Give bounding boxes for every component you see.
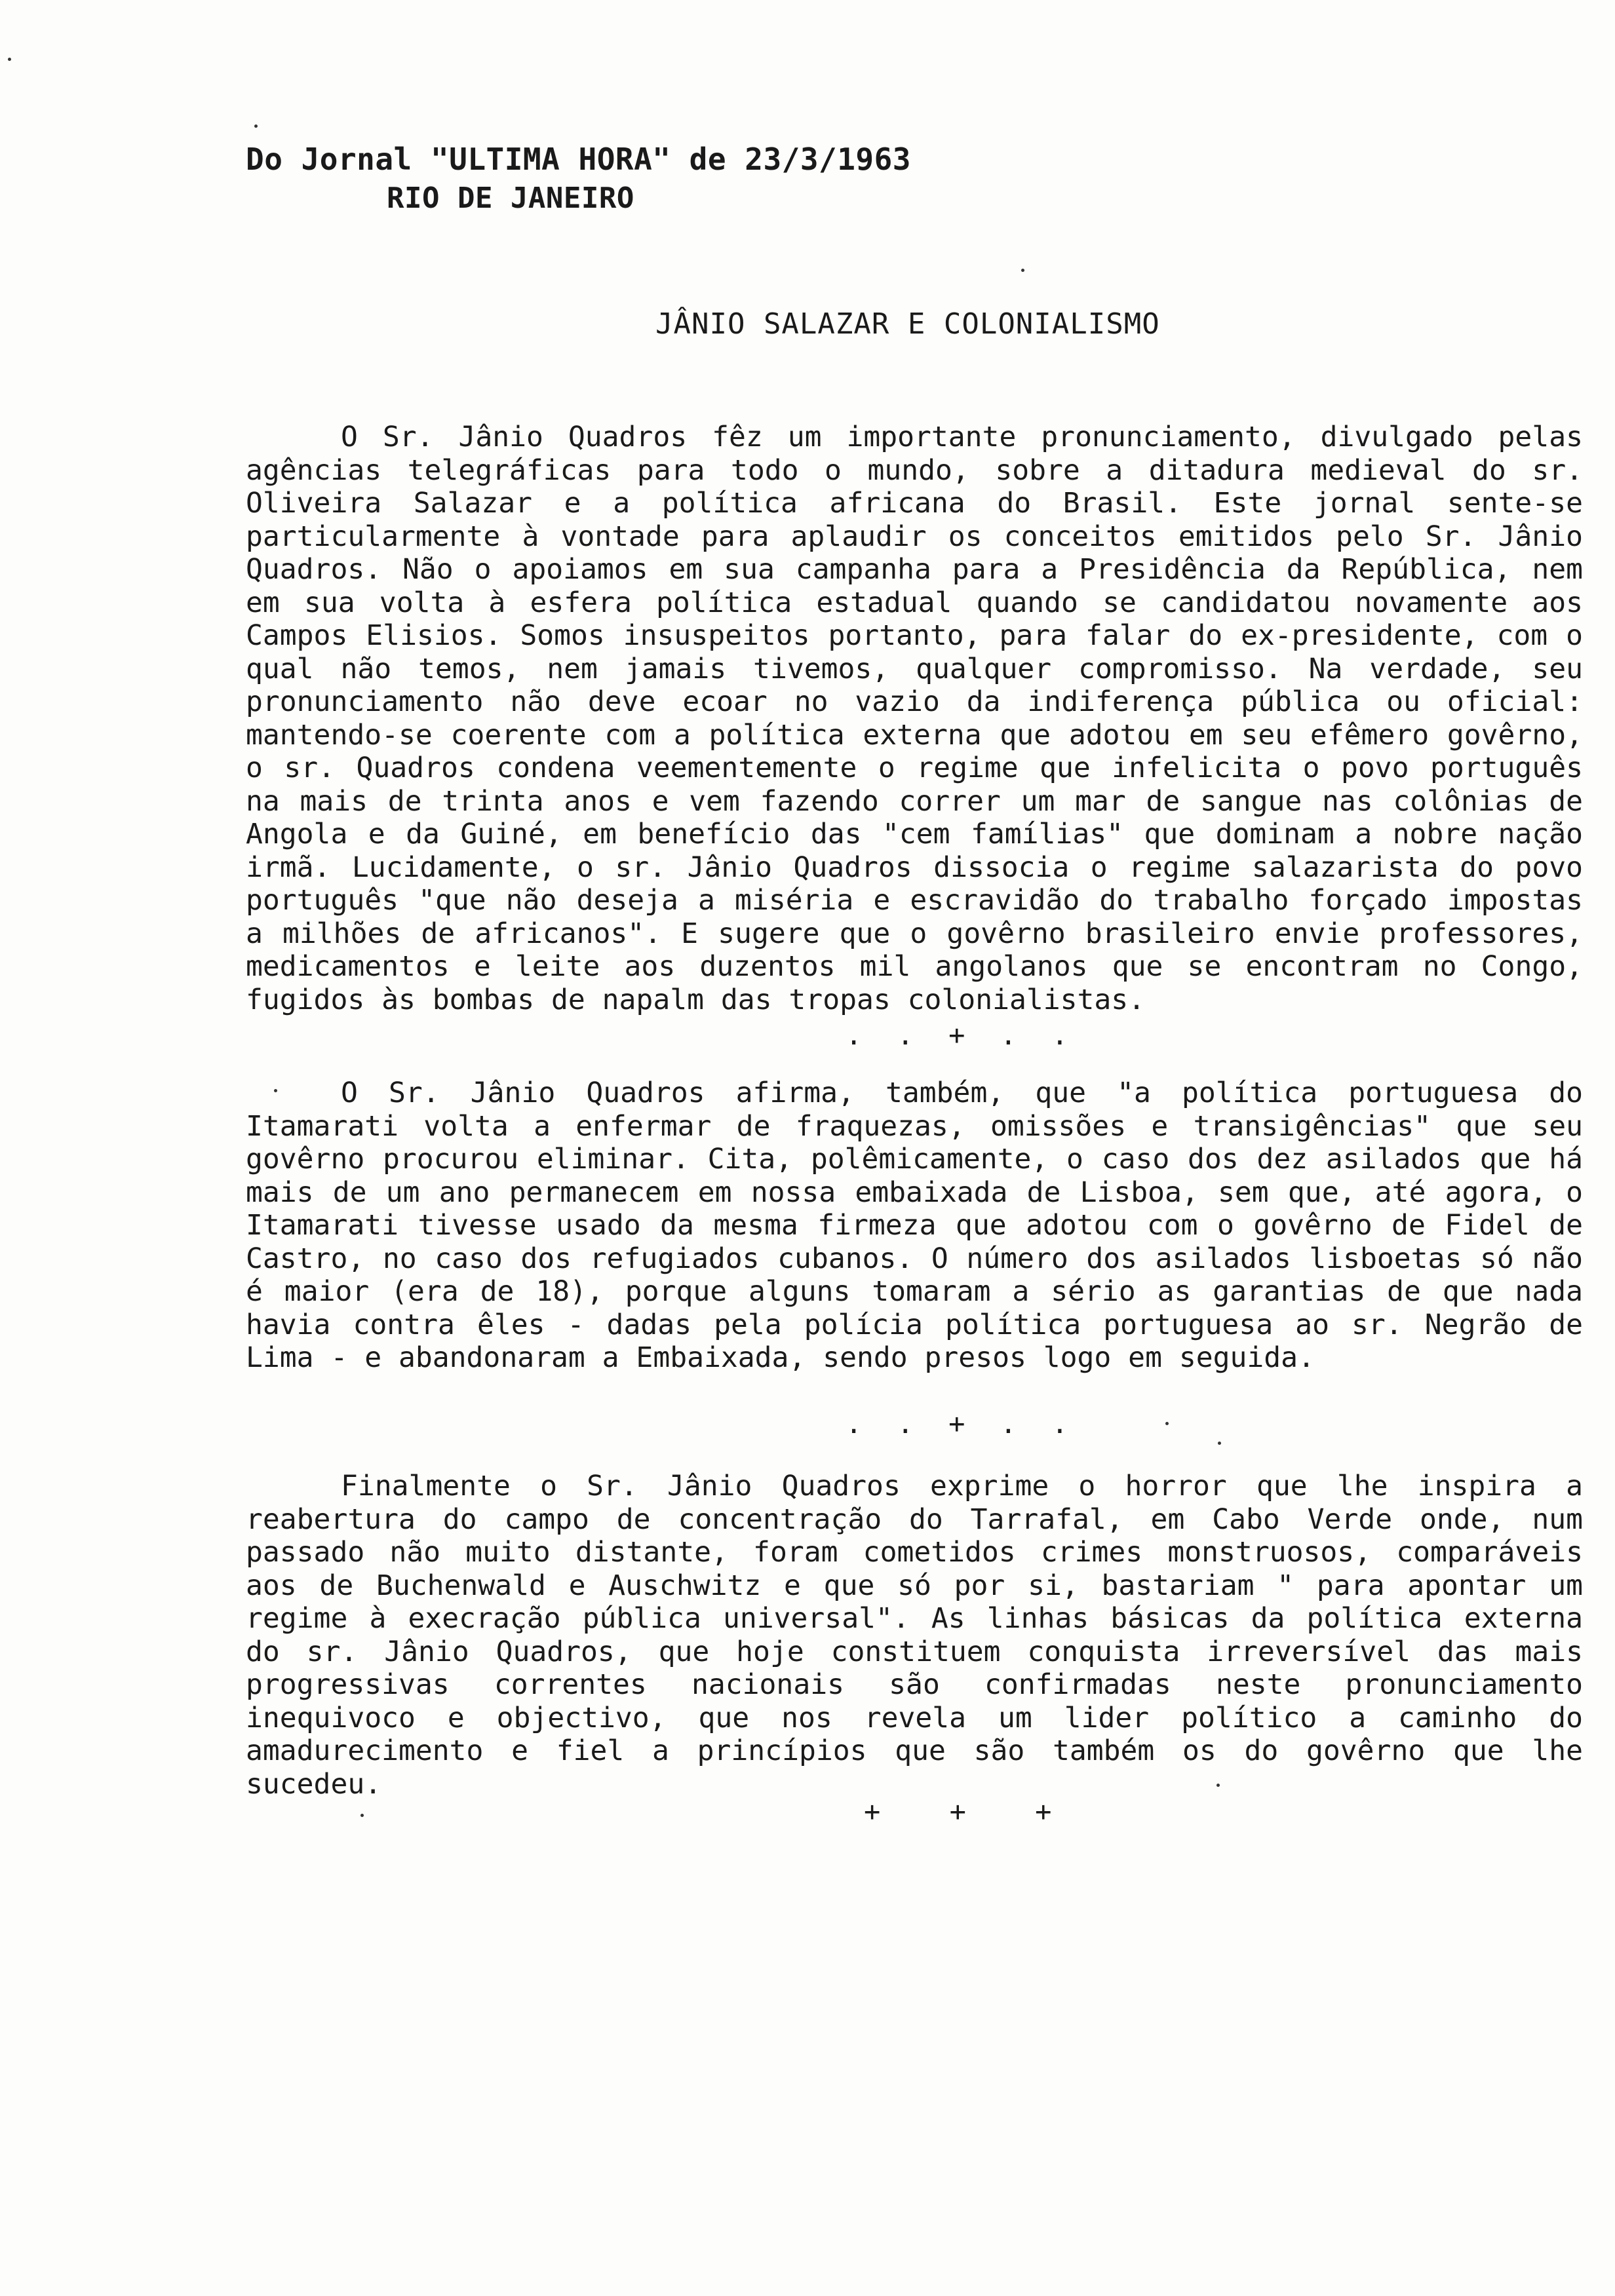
scan-speck	[1021, 269, 1024, 272]
newspaper-source-line: Do Jornal "ULTIMA HORA" de 23/3/1963	[246, 142, 911, 177]
section-separator-1: . . + . .	[846, 1019, 1078, 1051]
article-paragraph-3: Finalmente o Sr. Jânio Quadros exprime o horror que lhe inspira a reabertura do campo de concentração do Tarrafal, em Cabo Verde onde, num passado não muito distante, foram cometidos crimes monstruosos, comparáveis aos de Buchenwald e Auschwitz e que só por si, bastariam " para apontar um regime à execração pública universal". As linhas básicas da política externa do sr. Jânio Quadros, que hoje constituem conquista irreversível das mais progressivas correntes nacionais são confirmadas neste pronunciamento inequivoco e objectivo, que nos revela um lider político a caminho do amadurecimento e fiel a princípios que são também os do govêrno que lhe sucedeu.	[246, 1470, 1583, 1801]
article-paragraph-2: O Sr. Jânio Quadros afirma, também, que "a política portuguesa do Itamarati volta a enfermar de fraquezas, omissões e transigências" que seu govêrno procurou eliminar. Cita, polêmicamente, o caso dos dez asilados que há mais de um ano permanecem em nossa embaixada de Lisboa, sem que, até agora, o Itamarati tivesse usado da mesma firmeza que adotou com o govêrno de Fidel de Castro, no caso dos refugiados cubanos. O número dos asilados lisboetas só não é maior (era de 18), porque alguns tomaram a sério as garantias de que nada havia contra êles - dadas pela polícia política portuguesa ao sr. Negrão de Lima - e abandonaram a Embaixada, sendo presos logo em seguida.	[246, 1077, 1583, 1374]
city-line: RIO DE JANEIRO	[387, 182, 634, 215]
scan-speck	[1165, 1422, 1169, 1425]
scan-speck	[1218, 1442, 1221, 1445]
scan-speck	[360, 1814, 364, 1817]
section-separator-2: . . + . .	[846, 1407, 1078, 1440]
scan-speck	[274, 1089, 277, 1092]
article-title: JÂNIO SALAZAR E COLONIALISMO	[655, 307, 1160, 341]
scan-speck	[1216, 1784, 1220, 1787]
end-separator: + + +	[864, 1795, 1078, 1827]
article-paragraph-1: O Sr. Jânio Quadros fêz um importante pronunciamento, divulgado pelas agências telegráficas para todo o mundo, sobre a ditadura medieval do sr. Oliveira Salazar e a política africana do Brasil. Este jornal sente-se particularmente à vontade para aplaudir os conceitos emitidos pelo Sr. Jânio Quadros. Não o apoiamos em sua campanha para a Presidência da República, nem em sua volta à esfera política estadual quando se candidatou novamente aos Campos Elisios. Somos insuspeitos portanto, para falar do ex-presidente, com o qual não temos, nem jamais tivemos, qualquer compromisso. Na verdade, seu pronunciamento não deve ecoar no vazio da indiferença pública ou oficial: mantendo-se coerente com a política externa que adotou em seu efêmero govêrno, o sr. Quadros condena veementemente o regime que infelicita o povo português na mais de trinta anos e vem fazendo correr um mar de sangue nas colônias de Angola e da Guiné, em benefício das "cem famílias" que dominam a nobre nação irmã. Lucidamente, o sr. Jânio Quadros dissocia o regime salazarista do povo português "que não deseja a miséria e escravidão do trabalho forçado impostas a milhões de africanos". E sugere que o govêrno brasileiro envie professores, medicamentos e leite aos duzentos mil angolanos que se encontram no Congo, fugidos às bombas de napalm das tropas colonialistas.	[246, 421, 1583, 1016]
scan-speck	[8, 58, 11, 61]
scan-speck	[254, 124, 258, 128]
